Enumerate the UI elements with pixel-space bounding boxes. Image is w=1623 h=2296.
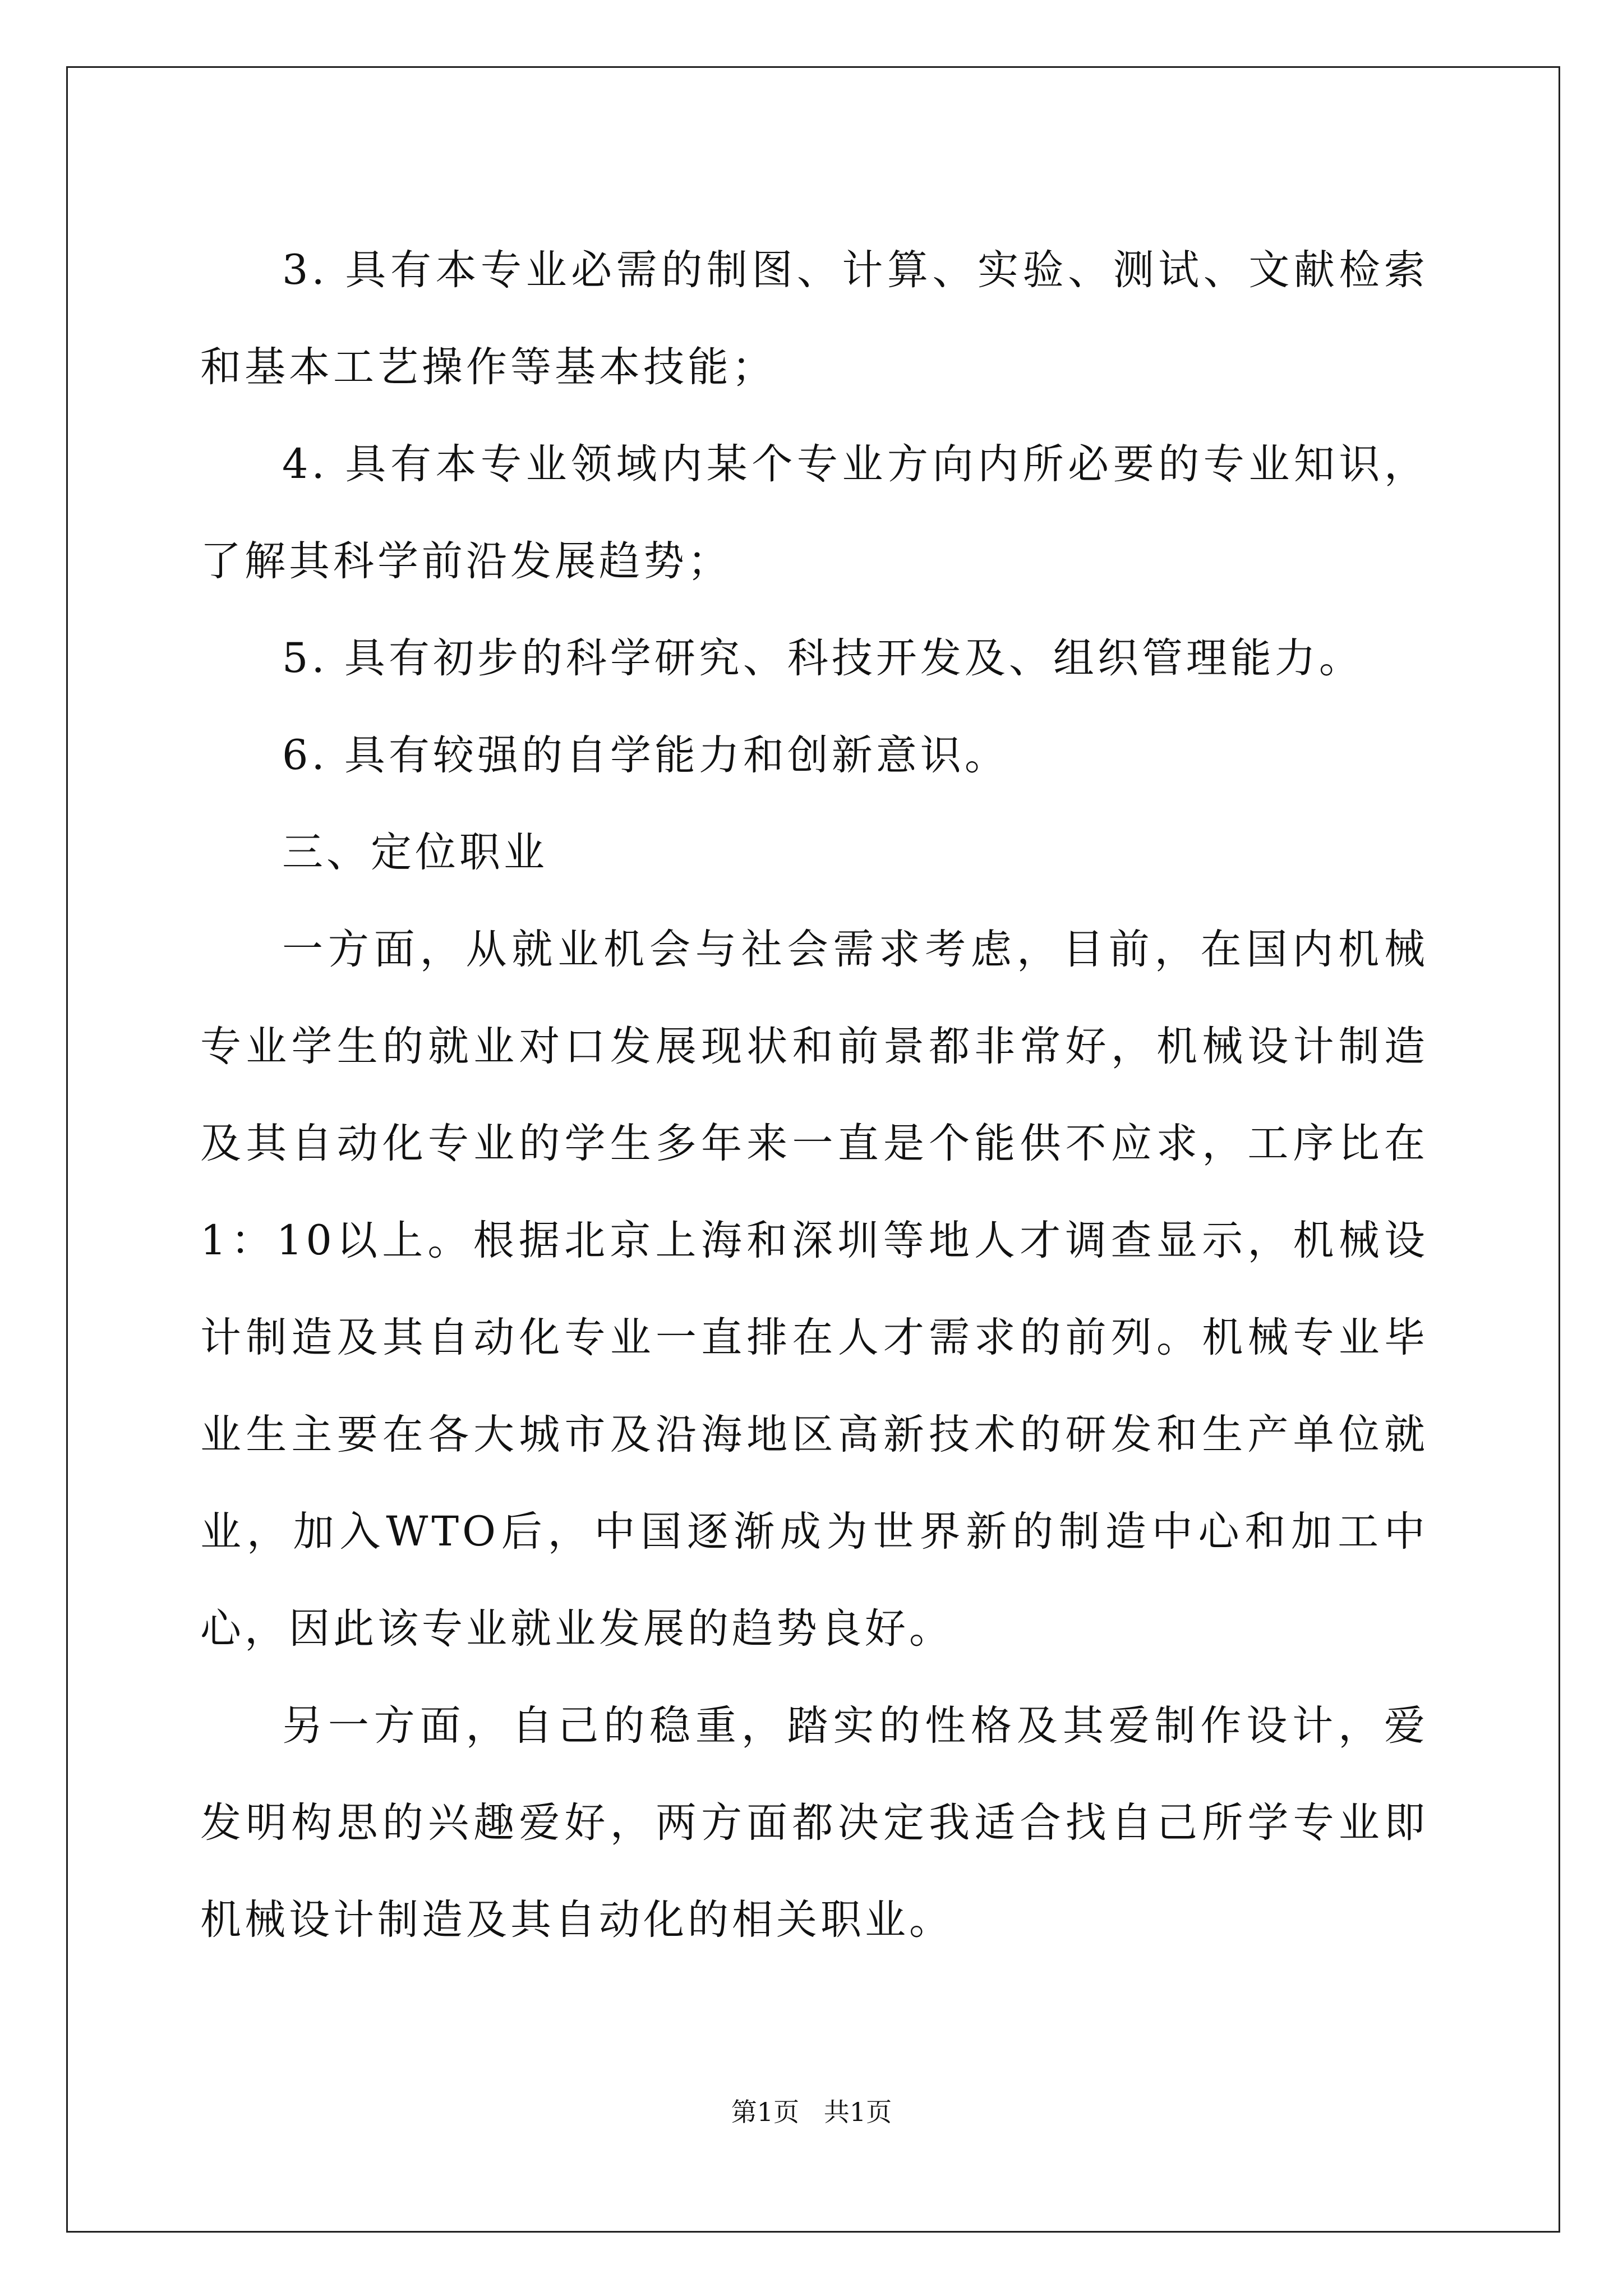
paragraph-personal: 另一方面，自己的稳重，踏实的性格及其爱制作设计，爱发明构思的兴趣爱好，两方面都决定我适合找自己所学专业即机械设计制造及其自动化的相关职业。 — [200, 1702, 1428, 1944]
page-footer — [0, 2095, 1623, 2129]
paragraph-skill-5: 5. 具有初步的科学研究、科技开发及、组织管理能力。 — [282, 634, 1363, 682]
document-body — [200, 222, 1428, 1968]
paragraph-skill-4: 4. 具有本专业领域内某个专业方向内所必要的专业知识，了解其科学前沿发展趋势； — [200, 440, 1428, 585]
paragraph-skill-3: 3. 具有本专业必需的制图、计算、实验、测试、文献检索和基本工艺操作等基本技能； — [200, 246, 1428, 391]
paragraph-employment: 一方面，从就业机会与社会需求考虑，目前，在国内机械专业学生的就业对口发展现状和前景都非常好，机械设计制造及其自动化专业的学生多年来一直是个能供不应求，工序比在1：10以上。根据北京上海和深圳等地人才调查显示，机械设计制造及其自动化专业一直排在人才需求的前列。机械专业毕业生主要在各大城市及沿海地区高新技术的研发和生产单位就业，加入WTO后，中国逐渐成为世界新的制造中心和加工中心，因此该专业就业发展的趋势良好。 — [200, 926, 1428, 1653]
page-number-label: 第1页 共1页 — [731, 2097, 892, 2127]
paragraph-skill-6: 6. 具有较强的自学能力和创新意识。 — [282, 731, 1009, 779]
section-heading: 三、定位职业 — [282, 829, 548, 876]
